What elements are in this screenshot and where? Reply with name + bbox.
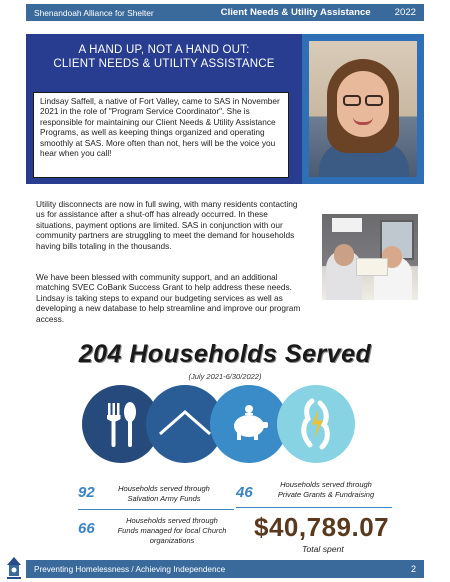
lightning-icon bbox=[277, 385, 355, 463]
total-spent-label: Total spent bbox=[302, 544, 344, 554]
paragraph-support: We have been blessed with community support, and an additional matching SVEC CoBank Success Grant to help address these needs. Lindsay is taking steps to expand our budgeting services as well as developing a new database to help streamline and improve our program access. bbox=[36, 272, 301, 324]
total-spent-amount: $40,789.07 bbox=[254, 512, 390, 542]
stat-number-private: 46 bbox=[236, 484, 253, 501]
header-bar bbox=[26, 4, 424, 21]
stat-number-salvation: 92 bbox=[78, 484, 95, 501]
footer-tagline: Preventing Homelessness / Achieving Independence bbox=[34, 564, 226, 574]
section-title: Client Needs & Utility Assistance bbox=[220, 7, 371, 18]
staff-bio: Lindsay Saffell, a native of Fort Valley, came to SAS in November 2021 in the role of "Program Service Coordinator". She is responsible for maintaining our Client Needs & Utility Assistance Programs, as well as keeping things organized and operating smoothly at SAS. More often than not, hers will be the voice you hear when you call! bbox=[33, 92, 289, 178]
paragraph-utility: Utility disconnects are now in full swing, with many residents contacting us for assistance after a shut-off has already occurred. In these situations, payment options are limited. SAS in conjunction with our community partners are struggling to meet the demand for households having bills totaling in the thousands. bbox=[36, 199, 298, 251]
hero-title-line2: CLIENT NEEDS & UTILITY ASSISTANCE bbox=[53, 57, 275, 70]
stat-label-private: Households served through Private Grants & Fundraising bbox=[277, 480, 375, 499]
stat-label-church: Households served through Funds managed for local Church organizations bbox=[117, 516, 227, 545]
hero-title bbox=[26, 44, 302, 71]
org-name: Shenandoah Alliance for Shelter bbox=[34, 7, 154, 18]
check-presentation-photo bbox=[322, 214, 418, 300]
divider bbox=[78, 509, 234, 510]
stat-label-salvation: Households served through Salvation Army Funds bbox=[118, 484, 210, 503]
divider bbox=[236, 507, 392, 508]
page-number: 2 bbox=[410, 564, 416, 574]
footer-bar bbox=[26, 560, 424, 578]
households-title: 204 Households Served bbox=[78, 340, 372, 368]
period-label: (July 2021-6/30/2022) bbox=[188, 372, 262, 381]
staff-portrait bbox=[302, 34, 424, 184]
shelter-logo-icon bbox=[6, 556, 22, 580]
stat-number-church: 66 bbox=[78, 520, 95, 537]
hero-title-line1: A HAND UP, NOT A HAND OUT: bbox=[78, 44, 250, 56]
year-label: 2022 bbox=[394, 7, 416, 18]
